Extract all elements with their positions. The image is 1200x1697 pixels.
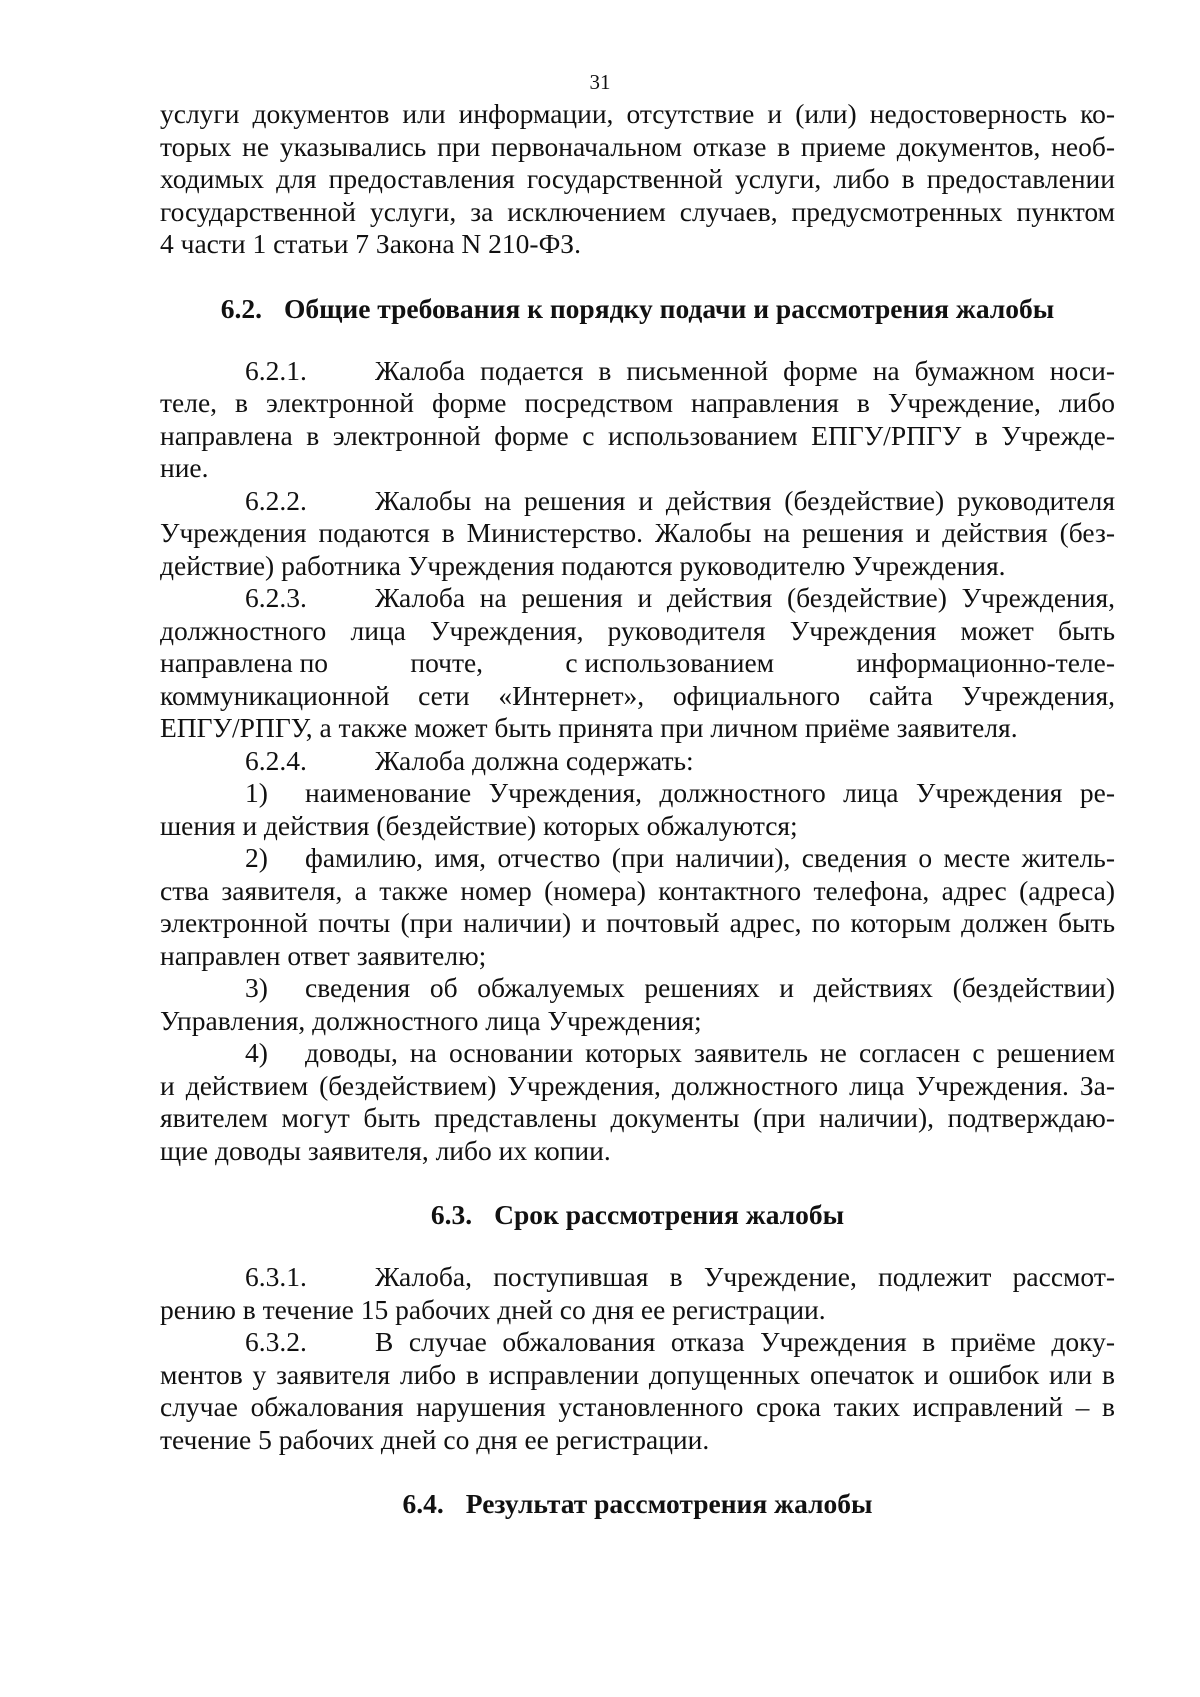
text-line: ходимых для предоставления государственной услуги, либо в предоставлении — [160, 163, 1115, 194]
section-number: 6.3. — [430, 1199, 473, 1230]
paragraph-first-line: 6.3.1. Жалоба, поступившая в Учреждение, подлежит рассмот- — [245, 1261, 1115, 1292]
text-line: государственной услуги, за исключением случаев, предусмотренных пунктом — [160, 195, 1115, 227]
list-item-first-line: 2) фамилию, имя, отчество (при наличии), сведения о месте житель- — [245, 842, 1115, 873]
section-heading-6-2 — [160, 293, 1115, 325]
text-line: течение 5 рабочих дней со дня ее регистрации. — [160, 1423, 710, 1455]
text-line: действие) работника Учреждения подаются руководителю Учреждения. — [160, 549, 1006, 581]
list-item-number: 4) — [245, 1037, 268, 1068]
list-item — [160, 777, 1115, 842]
text-line: торых не указывались при первоначальном отказе в приеме документов, необ- — [160, 130, 1115, 162]
paragraph-number: 6.2.1. — [245, 354, 307, 386]
text-word: почте, — [410, 647, 484, 678]
text-line: ментов у заявителя либо в исправлении допущенных опечаток и ошибок или в — [160, 1358, 1115, 1390]
text-line: услуги документов или информации, отсутствие и (или) недостоверность ко- — [160, 98, 1115, 129]
section-number: 6.4. — [402, 1488, 444, 1519]
text-line: должностного лица Учреждения, руководителя Учреждения может быть — [160, 614, 1115, 646]
paragraph-number: 6.2.2. — [245, 484, 307, 516]
list-item-first-line: 3) сведения об обжалуемых решениях и действиях (бездействии) — [245, 972, 1115, 1003]
list-item-number: 3) — [245, 972, 268, 1003]
paragraph-first-line: 6.2.4. Жалоба должна содержать: — [245, 744, 694, 776]
text-word: направлена по — [160, 647, 329, 678]
text-line: и действием (бездействием) Учреждения, должностного лица Учреждения. За- — [160, 1069, 1115, 1101]
text-word: информационно-теле- — [856, 647, 1115, 678]
paragraph-6-3-1 — [160, 1261, 1115, 1326]
list-item-number: 2) — [245, 842, 268, 873]
paragraph-first-line: 6.2.3. Жалоба на решения и действия (бездействие) Учреждения, — [245, 582, 1115, 613]
paragraph-6-3-2 — [160, 1326, 1115, 1456]
list-item — [160, 972, 1115, 1037]
text-line: шения и действия (бездействие) которых обжалуются; — [160, 809, 798, 841]
text-line: ства заявителя, а также номер (номера) контактного телефона, адрес (адреса) — [160, 874, 1115, 906]
text-line: коммуникационной сети «Интернет», официального сайта Учреждения, — [160, 679, 1115, 711]
text-line: направлен ответ заявителю; — [160, 939, 487, 971]
text-line — [160, 647, 1115, 680]
text-line: Управления, должностного лица Учреждения; — [160, 1004, 702, 1036]
paragraph-6-2-4 — [160, 745, 1115, 778]
section-number: 6.2. — [220, 292, 262, 324]
text-line: явителем могут быть представлены документы (при наличии), подтверждаю- — [160, 1102, 1115, 1133]
list-item-first-line: 4) доводы, на основании которых заявитель не согласен с решением — [245, 1037, 1115, 1068]
text-line: теле, в электронной форме посредством направления в Учреждение, либо — [160, 387, 1115, 418]
text-line: случае обжалования нарушения установленного срока таких исправлений – в — [160, 1391, 1115, 1422]
paragraph-number: 6.2.4. — [245, 744, 307, 776]
list-item-number: 1) — [245, 777, 268, 808]
document-body — [160, 98, 1115, 1520]
section-title: Общие требования к порядку подачи и рассмотрения жалобы — [284, 292, 1055, 324]
paragraph-number: 6.3.1. — [245, 1261, 307, 1292]
text-line: ЕПГУ/РПГУ, а также может быть принята при личном приёме заявителя. — [160, 712, 1018, 743]
paragraph-first-line: 6.2.2. Жалобы на решения и действия (бездействие) руководителя — [245, 484, 1115, 516]
section-title: Срок рассмотрения жалобы — [494, 1199, 845, 1230]
text-line: направлена в электронной форме с использованием ЕПГУ/РПГУ в Учрежде- — [160, 419, 1115, 451]
paragraph-first-line: 6.3.2. В случае обжалования отказа Учреждения в приёме доку- — [245, 1326, 1115, 1357]
text-line: ние. — [160, 452, 209, 483]
section-heading-6-4 — [160, 1488, 1115, 1520]
section-title: Результат рассмотрения жалобы — [465, 1488, 873, 1519]
text-line: 4 части 1 статьи 7 Закона N 210-ФЗ. — [160, 228, 581, 259]
intro-paragraph — [160, 98, 1115, 261]
text-line: электронной почты (при наличии) и почтовый адрес, по которым должен быть — [160, 907, 1115, 938]
list-item — [160, 1037, 1115, 1167]
list-item-first-line: 1) наименование Учреждения, должностного лица Учреждения ре- — [245, 777, 1115, 808]
section-heading-6-3 — [160, 1199, 1115, 1231]
paragraph-6-2-2 — [160, 485, 1115, 583]
paragraph-first-line: 6.2.1. Жалоба подается в письменной форме на бумажном носи- — [245, 354, 1115, 386]
paragraph-6-2-3 — [160, 582, 1115, 745]
text-word: с использованием — [565, 647, 775, 678]
paragraph-6-2-1 — [160, 355, 1115, 485]
paragraph-number: 6.3.2. — [245, 1326, 307, 1357]
text-line: щие доводы заявителя, либо их копии. — [160, 1134, 611, 1166]
text-line: Учреждения подаются в Министерство. Жалобы на решения и действия (без- — [160, 517, 1115, 548]
text-line: рению в течение 15 рабочих дней со дня ее регистрации. — [160, 1293, 826, 1325]
page-number: 31 — [589, 70, 611, 94]
paragraph-number: 6.2.3. — [245, 582, 307, 613]
list-item — [160, 842, 1115, 972]
